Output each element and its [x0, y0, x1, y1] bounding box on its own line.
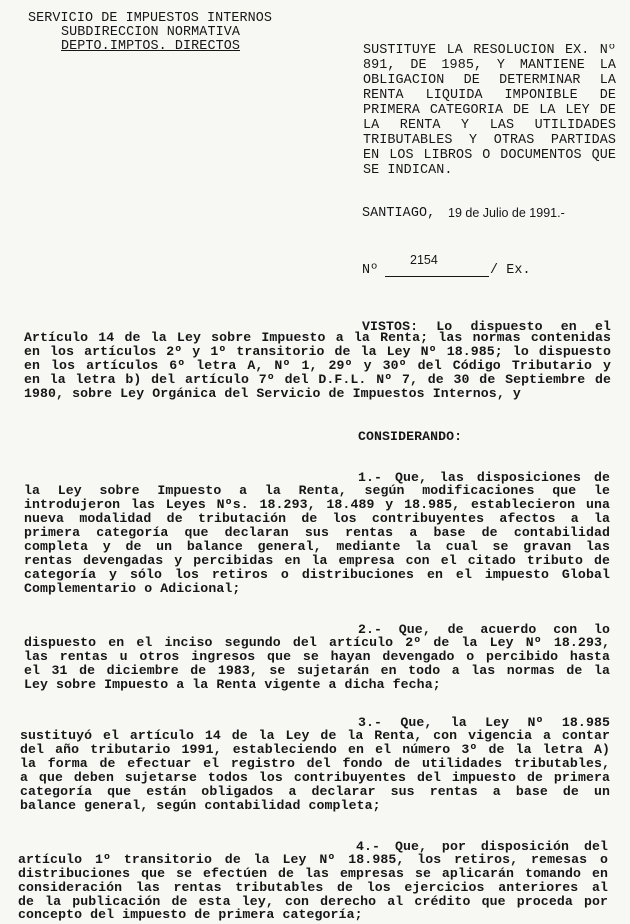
subject-line: OBLIGACION DE DETERMINAR LA: [363, 74, 616, 88]
considerando-line: rentas devengadas y percibidas en la empresa con el citado tributo de: [24, 554, 610, 568]
considerando-line: balance general, según contabilidad completa;: [20, 798, 381, 813]
considerando-line: distribuciones que se efectúen de las empresas se aplicarán tomando en: [18, 867, 608, 881]
considerando-line: del año tributario 1991, estableciendo en el número 3º de la letra A): [20, 743, 610, 757]
subject-line: SE INDICAN.: [363, 163, 453, 178]
vistos-line: 1980, sobre Ley Orgánica del Servicio de Impuestos Internos, y: [24, 386, 521, 401]
considerando-title: CONSIDERANDO:: [358, 429, 463, 444]
subject-line: SUSTITUYE LA RESOLUCION EX. Nº: [363, 44, 616, 58]
considerando-line: sustituyó el artículo 14 de la Ley de la Renta, con vigencia a contar: [20, 729, 610, 743]
considerando-line: introdujeron las Leyes Nºs. 18.293, 18.489 y 18.985, establecieron una: [24, 498, 610, 512]
vistos-line: en la letra b) del artículo 7º del D.F.L. Nº 7, de 30 de Septiembre de: [24, 373, 611, 387]
number-suffix: / Ex.: [490, 263, 531, 278]
vistos-line: en los artículos 2º y 1º transitorio de la Ley Nº 18.985; lo dispuesto: [24, 345, 611, 359]
considerando-line: la Ley sobre Impuesto a la Renta, según modificaciones que le: [24, 484, 610, 498]
subject-line: EN LOS LIBROS O DOCUMENTOS QUE: [363, 149, 616, 163]
considerando-line: las rentas u otros ingresos que se hayan devengado o percibido hasta: [24, 650, 610, 664]
considerando-line: a que deben sujetarse todos los contribuyentes del impuesto de primera: [20, 771, 610, 785]
number-value: 2154: [410, 253, 438, 267]
considerando-line: de la publicación de esta ley, con derecho al crédito que proceda por: [18, 895, 608, 909]
considerando-line: Ley sobre Impuesto a la Renta vigente a dicha fecha;: [24, 677, 441, 692]
date-prefix: SANTIAGO,: [362, 206, 436, 221]
subject-line: RENTA LIQUIDA IMPONIBLE DE: [363, 89, 616, 103]
subject-line: LA RENTA Y LAS UTILIDADES: [363, 119, 616, 133]
considerando-line: consideración las rentas tributables de los ejercicios anteriores al: [18, 881, 608, 895]
considerando-line: nueva modalidad de tributación de los contribuyentes afectos a la: [24, 512, 610, 526]
considerando-line: 2.- Que, de acuerdo con lo: [358, 623, 610, 637]
considerando-line: 3.- Que, la Ley Nº 18.985: [358, 716, 610, 730]
considerando-line: el 31 de diciembre de 1983, se sujetarán en todo a las normas de la: [24, 664, 610, 678]
considerando-line: la forma de efectuar el registro del fondo de utilidades tributables,: [20, 757, 610, 771]
considerando-line: categoría que están obligados a declarar sus rentas a base de un: [20, 785, 610, 799]
considerando-line: concepto del impuesto de primera categoría;: [18, 907, 363, 922]
header-line-3: DEPTO.IMPTOS. DIRECTOS: [61, 39, 240, 54]
considerando-line: dispuesto en el inciso segundo del artículo 2º de la Ley Nº 18.293,: [24, 636, 610, 650]
considerando-line: artículo 1º transitorio de la Ley Nº 18.985, los retiros, remesas o: [18, 853, 608, 867]
considerando-line: Complementario o Adicional;: [24, 581, 241, 596]
subject-line: PRIMERA CATEGORIA DE LA LEY DE: [363, 104, 616, 118]
header-line-2: SUBDIRECCION NORMATIVA: [61, 25, 240, 40]
subject-line: 891, DE 1985, Y MANTIENE LA: [363, 59, 616, 73]
subject-line: TRIBUTABLES Y OTRAS PARTIDAS: [363, 134, 616, 148]
vistos-line: en los artículos 6º letra A, Nº 1, 29º y 30º del Código Tributario y: [24, 359, 611, 373]
considerando-line: categoría y sólo los retiros o distribuciones en el impuesto Global: [24, 568, 610, 582]
vistos-line: VISTOS: Lo dispuesto en el: [362, 320, 611, 334]
considerando-line: 1.- Que, las disposiciones de: [358, 471, 610, 485]
header-line-1: SERVICIO DE IMPUESTOS INTERNOS: [28, 11, 273, 26]
considerando-line: completa y de un balance general, mediante la cual se gravan las: [24, 540, 610, 554]
number-blank-line: [385, 276, 489, 277]
considerando-line: 4.- Que, por disposición del: [356, 840, 608, 854]
vistos-line: Artículo 14 de la Ley sobre Impuesto a la Renta; las normas contenidas: [24, 331, 611, 345]
date-value: 19 de Julio de 1991.-: [448, 206, 565, 220]
number-label: Nº: [362, 263, 379, 278]
considerando-line: primera categoría que declaran sus rentas a base de contabilidad: [24, 526, 610, 540]
